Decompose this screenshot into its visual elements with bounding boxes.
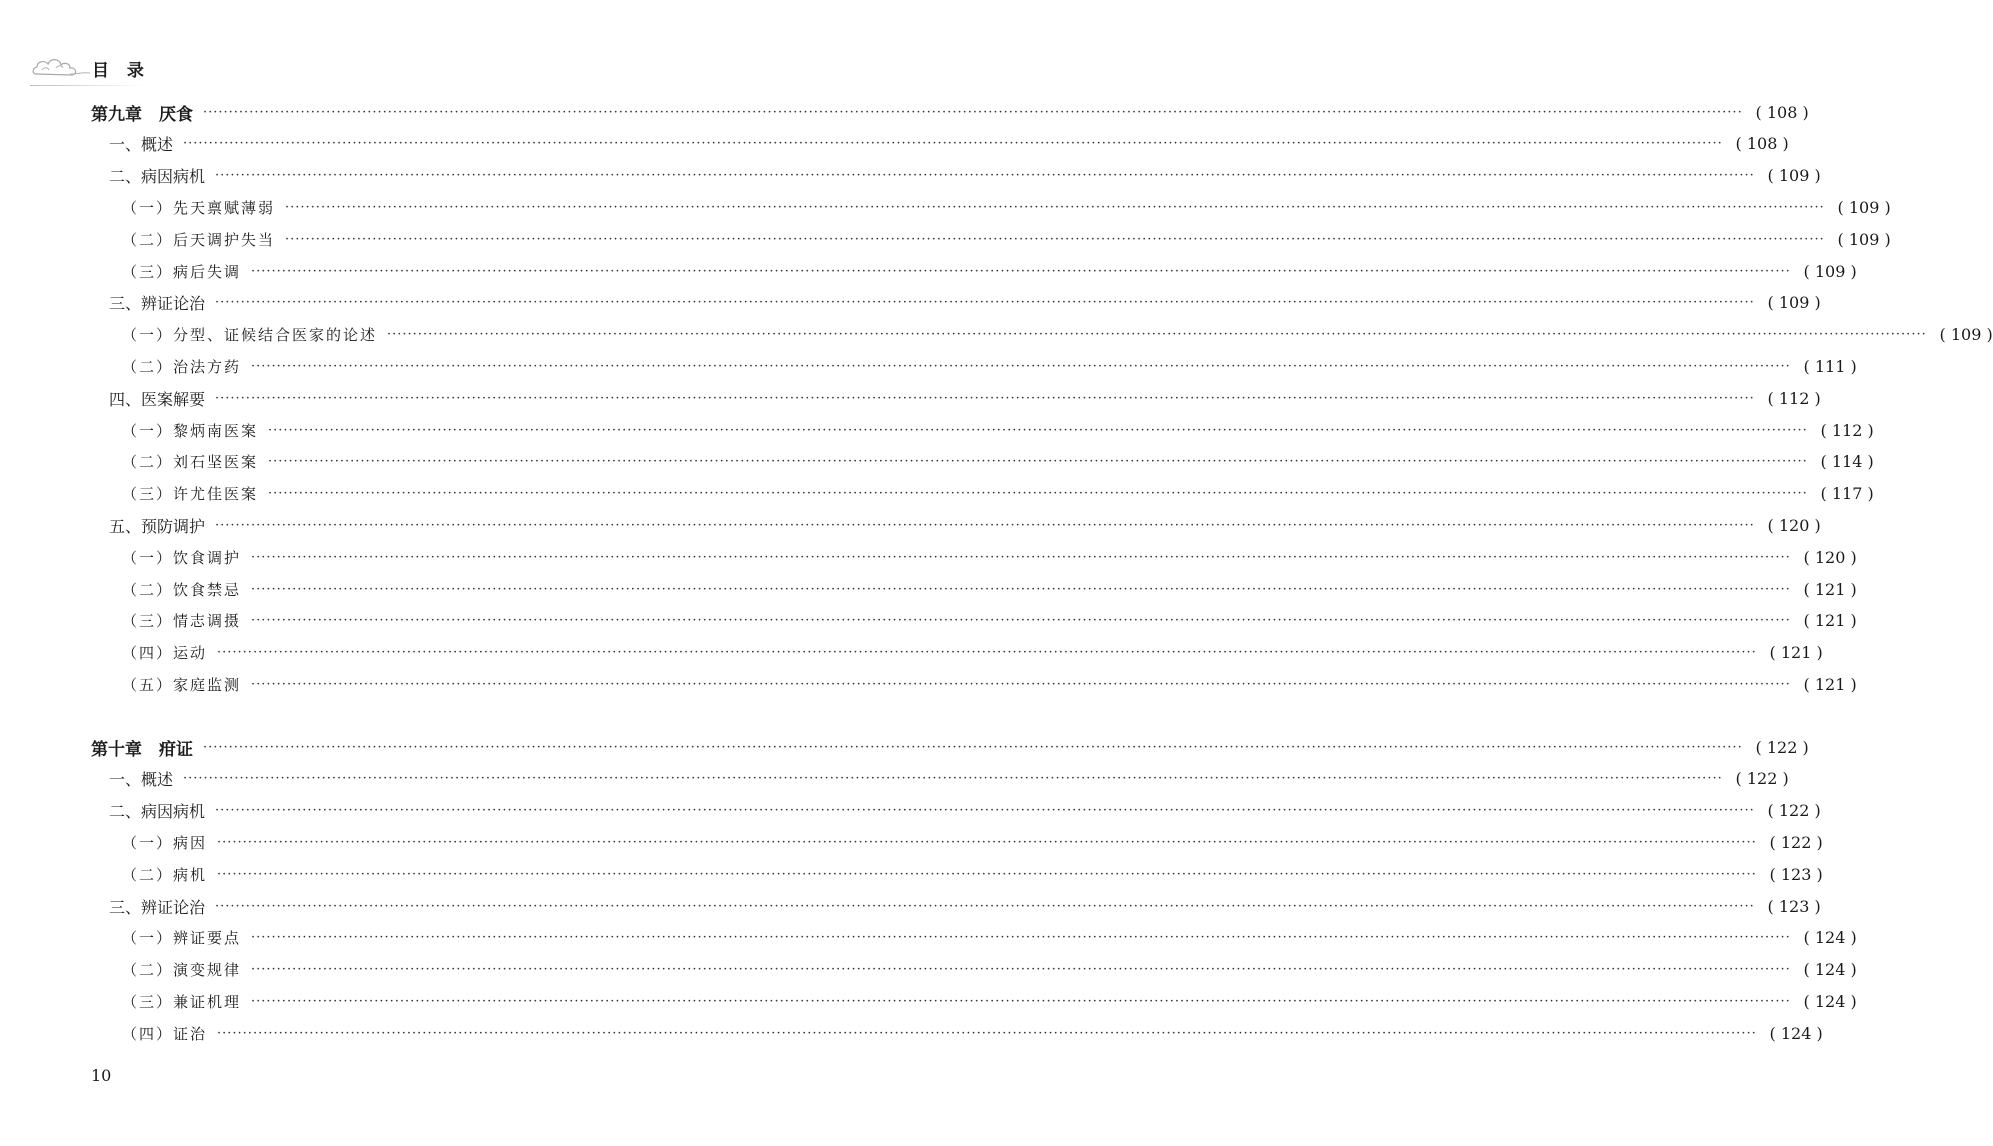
toc-subsection-entry[interactable] bbox=[0, 350, 1857, 382]
toc-leader-dots: ············································································································································································································································································································ bbox=[285, 199, 1825, 215]
toc-entry-page: ( 122 ) bbox=[1755, 737, 1809, 757]
toc-subsection-entry[interactable] bbox=[0, 223, 1891, 255]
toc-entry-page: ( 120 ) bbox=[1803, 547, 1857, 567]
toc-subsection-entry[interactable] bbox=[0, 255, 1857, 287]
toc-leader-dots: ············································································································································································································································································································ bbox=[203, 104, 1743, 120]
toc-leader-dots: ············································································································································································································································································································ bbox=[217, 1025, 1757, 1041]
toc-leader-dots: ············································································································································································································································································································ bbox=[183, 771, 1723, 787]
toc-entry-page: ( 108 ) bbox=[1755, 102, 1809, 122]
toc-entry-label: （二）演变规律 bbox=[122, 961, 242, 980]
toc-subsection-entry[interactable] bbox=[0, 478, 1874, 510]
toc-entry-page: ( 117 ) bbox=[1820, 484, 1874, 504]
toc-section-entry[interactable] bbox=[0, 160, 1821, 192]
toc-entry-page: ( 120 ) bbox=[1767, 515, 1821, 535]
toc-entry-label: （三）许尤佳医案 bbox=[122, 485, 259, 504]
toc-section-entry[interactable] bbox=[0, 890, 1821, 922]
toc-entry-label: 二、病因病机 bbox=[109, 167, 206, 187]
toc-section-entry[interactable] bbox=[0, 763, 1789, 795]
toc-subsection-entry[interactable] bbox=[0, 573, 1857, 605]
toc-entry-label: 第九章 厌食 bbox=[91, 104, 193, 125]
toc-leader-dots: ············································································································································································································································································································ bbox=[251, 549, 1791, 565]
page-number: 10 bbox=[91, 1066, 112, 1085]
toc-subsection-entry[interactable] bbox=[0, 319, 1993, 351]
toc-section-entry[interactable] bbox=[0, 795, 1821, 827]
toc-entry-label: （一）黎炳南医案 bbox=[122, 421, 259, 440]
toc-leader-dots: ············································································································································································································································································································ bbox=[183, 136, 1723, 152]
toc-leader-dots: ············································································································································································································································································································ bbox=[251, 993, 1791, 1009]
toc-subsection-entry[interactable] bbox=[0, 1017, 1823, 1049]
toc-subsection-entry[interactable] bbox=[0, 954, 1857, 986]
toc-leader-dots: ············································································································································································································································································································ bbox=[217, 834, 1757, 850]
toc-entry-page: ( 121 ) bbox=[1803, 674, 1857, 694]
toc-entry-page: ( 109 ) bbox=[1837, 197, 1891, 217]
toc-entry-page: ( 122 ) bbox=[1735, 769, 1789, 789]
toc-subsection-entry[interactable] bbox=[0, 541, 1857, 573]
toc-entry-page: ( 121 ) bbox=[1803, 611, 1857, 631]
toc-entry-label: 二、病因病机 bbox=[109, 802, 206, 822]
toc-leader-dots: ············································································································································································································································································································ bbox=[251, 358, 1791, 374]
toc-section-entry[interactable] bbox=[0, 509, 1821, 541]
toc-subsection-entry[interactable] bbox=[0, 858, 1823, 890]
toc-entry-label: （四）运动 bbox=[122, 644, 208, 663]
toc-leader-dots: ············································································································································································································································································································ bbox=[215, 898, 1755, 914]
toc-entry-label: （三）情志调摄 bbox=[122, 612, 242, 631]
toc-entry-label: （一）分型、证候结合医家的论述 bbox=[122, 326, 378, 345]
toc-leader-dots: ············································································································································································································································································································ bbox=[215, 168, 1755, 184]
toc-section-entry[interactable] bbox=[0, 287, 1821, 319]
toc-subsection-entry[interactable] bbox=[0, 446, 1874, 478]
toc-entry-page: ( 122 ) bbox=[1769, 832, 1823, 852]
toc-leader-dots: ············································································································································································································································································································ bbox=[251, 613, 1791, 629]
toc-leader-dots: ············································································································································································································································································································ bbox=[268, 454, 1808, 470]
toc-leader-dots: ············································································································································································································································································································ bbox=[268, 486, 1808, 502]
toc-entry-page: ( 109 ) bbox=[1837, 229, 1891, 249]
toc-entry-page: ( 109 ) bbox=[1803, 261, 1857, 281]
toc-leader-dots: ············································································································································································································································································································ bbox=[217, 866, 1757, 882]
cloud-ornament-icon bbox=[30, 52, 92, 82]
toc-entry-label: 三、辨证论治 bbox=[109, 294, 206, 314]
toc-leader-dots: ············································································································································································································································································································ bbox=[215, 390, 1755, 406]
toc-entry-label: （一）饮食调护 bbox=[122, 548, 242, 567]
header-rule bbox=[30, 85, 145, 86]
toc-entry-label: （一）辨证要点 bbox=[122, 929, 242, 948]
toc-entry-page: ( 112 ) bbox=[1820, 420, 1874, 440]
toc-entry-label: 一、概述 bbox=[109, 770, 174, 790]
toc-entry-page: ( 122 ) bbox=[1767, 801, 1821, 821]
toc-section-entry[interactable] bbox=[0, 128, 1789, 160]
toc-leader-dots: ············································································································································································································································································································ bbox=[251, 263, 1791, 279]
toc-entry-page: ( 124 ) bbox=[1769, 1023, 1823, 1043]
toc-entry-label: （一）病因 bbox=[122, 833, 208, 852]
toc-entry-page: ( 123 ) bbox=[1767, 896, 1821, 916]
toc-chapter-entry[interactable] bbox=[0, 731, 1809, 763]
toc-leader-dots: ············································································································································································································································································································ bbox=[268, 422, 1808, 438]
toc-subsection-entry[interactable] bbox=[0, 668, 1857, 700]
toc-leader-dots: ············································································································································································································································································································ bbox=[215, 295, 1755, 311]
toc-subsection-entry[interactable] bbox=[0, 922, 1857, 954]
toc-entry-page: ( 124 ) bbox=[1803, 991, 1857, 1011]
toc-leader-dots: ············································································································································································································································································································ bbox=[203, 739, 1743, 755]
toc-leader-dots: ············································································································································································································································································································ bbox=[387, 327, 1927, 343]
toc-entry-label: （二）刘石坚医案 bbox=[122, 453, 259, 472]
toc-entry-label: 五、预防调护 bbox=[109, 516, 206, 536]
toc-subsection-entry[interactable] bbox=[0, 414, 1874, 446]
toc-entry-page: ( 109 ) bbox=[1939, 325, 1993, 345]
toc-entry-page: ( 109 ) bbox=[1767, 166, 1821, 186]
toc-entry-label: 第十章 疳证 bbox=[91, 739, 193, 760]
toc-entry-label: （二）治法方药 bbox=[122, 357, 242, 376]
toc-leader-dots: ············································································································································································································································································································ bbox=[215, 803, 1755, 819]
toc-entry-label: （五）家庭监测 bbox=[122, 675, 242, 694]
toc-entry-label: （四）证治 bbox=[122, 1024, 208, 1043]
toc-entry-label: 三、辨证论治 bbox=[109, 897, 206, 917]
toc-entry-label: （三）兼证机理 bbox=[122, 992, 242, 1011]
toc-entry-page: ( 111 ) bbox=[1803, 356, 1857, 376]
toc-leader-dots: ············································································································································································································································································································ bbox=[251, 962, 1791, 978]
toc-entry-label: （三）病后失调 bbox=[122, 262, 242, 281]
toc-leader-dots: ············································································································································································································································································································ bbox=[251, 581, 1791, 597]
toc-entry-page: ( 123 ) bbox=[1769, 864, 1823, 884]
header-title: 目 录 bbox=[92, 61, 150, 81]
toc-entry-page: ( 109 ) bbox=[1767, 293, 1821, 313]
toc-entry-page: ( 114 ) bbox=[1820, 452, 1874, 472]
toc-chapter-entry[interactable] bbox=[0, 96, 1809, 128]
toc-subsection-entry[interactable] bbox=[0, 637, 1823, 669]
toc-entry-label: （二）病机 bbox=[122, 865, 208, 884]
toc-entry-page: ( 121 ) bbox=[1769, 643, 1823, 663]
toc-entry-label: 一、概述 bbox=[109, 135, 174, 155]
toc-entry-page: ( 124 ) bbox=[1803, 928, 1857, 948]
toc-entry-page: ( 124 ) bbox=[1803, 960, 1857, 980]
toc-section-entry[interactable] bbox=[0, 382, 1821, 414]
toc-entry-label: （二）饮食禁忌 bbox=[122, 580, 242, 599]
toc-leader-dots: ············································································································································································································································································································ bbox=[251, 930, 1791, 946]
toc-entry-label: 四、医案解要 bbox=[109, 389, 206, 409]
toc-entry-page: ( 112 ) bbox=[1767, 388, 1821, 408]
toc-subsection-entry[interactable] bbox=[0, 826, 1823, 858]
toc-subsection-entry[interactable] bbox=[0, 605, 1857, 637]
page-header bbox=[30, 50, 230, 90]
toc-subsection-entry[interactable] bbox=[0, 191, 1891, 223]
toc-leader-dots: ············································································································································································································································································································ bbox=[285, 231, 1825, 247]
toc-entry-page: ( 108 ) bbox=[1735, 134, 1789, 154]
toc-subsection-entry[interactable] bbox=[0, 985, 1857, 1017]
toc-entry-label: （二）后天调护失当 bbox=[122, 230, 276, 249]
toc-leader-dots: ············································································································································································································································································································ bbox=[251, 676, 1791, 692]
toc-leader-dots: ············································································································································································································································································································ bbox=[217, 645, 1757, 661]
toc-entry-page: ( 121 ) bbox=[1803, 579, 1857, 599]
toc-leader-dots: ············································································································································································································································································································ bbox=[215, 517, 1755, 533]
toc-entry-label: （一）先天禀赋薄弱 bbox=[122, 198, 276, 217]
